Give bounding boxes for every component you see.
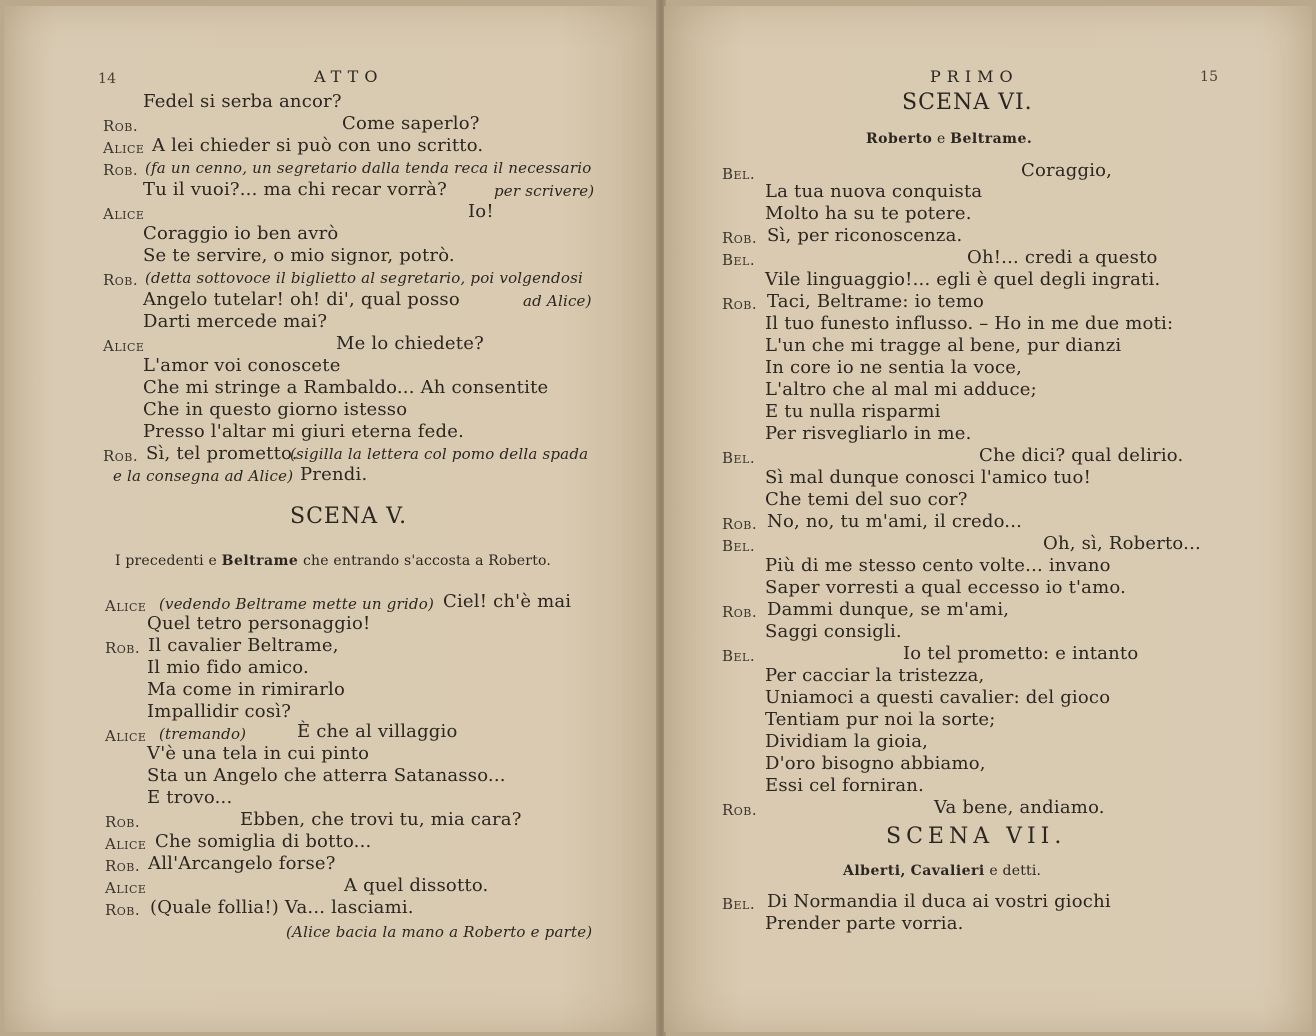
verse-line: Che dici? qual delirio.: [979, 445, 1184, 466]
verse-line: Che somiglia di botto...: [155, 831, 372, 852]
scene-note-sep: ,: [900, 863, 906, 879]
character-name: Cavalieri: [910, 863, 985, 879]
stage-direction: (vedendo Beltrame mette un grido): [159, 595, 434, 613]
verse-line: Ciel! ch'è mai: [443, 591, 572, 612]
verse-line: All'Arcangelo forse?: [148, 853, 336, 874]
scene-note-pre: I precedenti e: [115, 553, 217, 569]
speaker-label: Rob.: [105, 901, 141, 919]
verse-line: Tu il vuoi?... ma chi recar vorrà?: [143, 179, 447, 200]
verse-line: Essi cel forniran.: [765, 775, 925, 796]
verse-line: D'oro bisogno abbiamo,: [765, 753, 986, 774]
character-name: Alberti: [843, 863, 901, 879]
scene-note: [843, 860, 1041, 882]
speaker-label: Bel.: [722, 537, 756, 555]
verse-line: Ebben, che trovi tu, mia cara?: [240, 809, 522, 830]
speaker-label: Alice: [103, 205, 145, 223]
character-name: Beltrame: [221, 553, 299, 569]
speaker-label: Bel.: [722, 165, 756, 183]
verse-line: Dammi dunque, se m'ami,: [767, 599, 1010, 620]
page-number-left: 14: [98, 71, 117, 87]
verse-line: Fedel si serba ancor?: [143, 91, 342, 112]
verse-line: E trovo...: [147, 787, 233, 808]
verse-line: Che in questo giorno istesso: [143, 399, 408, 420]
verse-line: Prender parte vorria.: [765, 913, 964, 934]
scene-heading: SCENA VII.: [886, 824, 1067, 849]
running-head-left: ATTO: [314, 67, 384, 86]
speaker-label: Rob.: [103, 161, 139, 179]
verse-line: Quel tetro personaggio!: [147, 613, 371, 634]
verse-line: Oh!... credi a questo: [967, 247, 1158, 268]
stage-direction: (sigilla la lettera col pomo della spada: [290, 445, 589, 463]
stage-direction: (fa un cenno, un segretario dalla tenda reca il necessario: [145, 159, 592, 177]
verse-line: Saggi consigli.: [765, 621, 902, 642]
scene-note-post: che entrando s'accosta a Roberto.: [302, 553, 552, 569]
verse-line: Che temi del suo cor?: [765, 489, 968, 510]
scene-note-post: e detti.: [989, 863, 1042, 879]
verse-line: Io tel prometto: e intanto: [903, 643, 1139, 664]
verse-line: È che al villaggio: [297, 721, 458, 742]
stage-direction: ad Alice): [523, 292, 592, 310]
verse-line: L'altro che al mal mi adduce;: [765, 379, 1037, 400]
stage-direction: (detta sottovoce il biglietto al segretario, poi volgendosi: [145, 269, 583, 287]
speaker-label: Alice: [103, 337, 145, 355]
speaker-label: Rob.: [103, 117, 139, 135]
verse-line: Me lo chiedete?: [336, 333, 484, 354]
verse-line: Prendi.: [300, 464, 368, 485]
scene-note-conj: e: [937, 131, 946, 147]
verse-line: L'amor voi conoscete: [143, 355, 341, 376]
speaker-label: Bel.: [722, 449, 756, 467]
verse-line: Il cavalier Beltrame,: [148, 635, 339, 656]
running-head-right: PRIMO: [930, 67, 1019, 86]
verse-line: A quel dissotto.: [344, 875, 489, 896]
speaker-label: Rob.: [105, 857, 141, 875]
verse-line: Di Normandia il duca ai vostri giochi: [767, 891, 1111, 912]
verse-line: Sì, per riconoscenza.: [767, 225, 963, 246]
speaker-label: Bel.: [722, 251, 756, 269]
verse-line: Come saperlo?: [342, 113, 480, 134]
speaker-label: Alice: [105, 835, 147, 853]
verse-line: Angelo tutelar! oh! di', qual posso: [143, 289, 460, 310]
speaker-label: Rob.: [105, 813, 141, 831]
scene-note: [115, 550, 551, 572]
verse-line: Il tuo funesto influsso. – Ho in me due moti:: [765, 313, 1174, 334]
stage-direction: e la consegna ad Alice): [113, 467, 294, 485]
verse-line: (Quale follia!) Va... lasciami.: [150, 897, 414, 918]
verse-line: Coraggio io ben avrò: [143, 223, 339, 244]
verse-line: Coraggio,: [1021, 160, 1113, 181]
verse-line: Saper vorresti a qual eccesso io t'amo.: [765, 577, 1126, 598]
verse-line: Oh, sì, Roberto...: [1043, 533, 1201, 554]
verse-line: Sì, tel prometto.: [146, 443, 298, 464]
verse-line: Molto ha su te potere.: [765, 203, 972, 224]
verse-line: La tua nuova conquista: [765, 181, 983, 202]
scene-heading: SCENA VI.: [902, 90, 1033, 115]
speaker-label: Rob.: [722, 515, 758, 533]
verse-line: Vile linguaggio!... egli è quel degli ingrati.: [765, 269, 1161, 290]
speaker-label: Alice: [105, 879, 147, 897]
verse-line: In core io ne sentia la voce,: [765, 357, 1023, 378]
verse-line: Ma come in rimirarlo: [147, 679, 346, 700]
character-name: Beltrame.: [950, 131, 1033, 147]
speaker-label: Rob.: [722, 229, 758, 247]
stage-direction: (Alice bacia la mano a Roberto e parte): [286, 923, 593, 941]
verse-line: Impallidir così?: [147, 701, 292, 722]
verse-line: Per risvegliarlo in me.: [765, 423, 972, 444]
verse-line: Tentiam pur noi la sorte;: [765, 709, 996, 730]
speaker-label: Alice: [103, 139, 145, 157]
speaker-label: Alice: [105, 727, 147, 745]
verse-line: Presso l'altar mi giuri eterna fede.: [143, 421, 464, 442]
verse-line: Va bene, andiamo.: [934, 797, 1105, 818]
verse-line: A lei chieder si può con uno scritto.: [152, 135, 484, 156]
verse-line: Io!: [468, 201, 494, 222]
speaker-label: Rob.: [722, 603, 758, 621]
scene-heading: SCENA V.: [290, 504, 408, 529]
verse-line: Che mi stringe a Rambaldo... Ah consentite: [143, 377, 549, 398]
verse-line: Il mio fido amico.: [147, 657, 309, 678]
verse-line: L'un che mi tragge al bene, pur dianzi: [765, 335, 1122, 356]
verse-line: Per cacciar la tristezza,: [765, 665, 985, 686]
verse-line: Più di me stesso cento volte... invano: [765, 555, 1111, 576]
verse-line: Uniamoci a questi cavalier: del gioco: [765, 687, 1111, 708]
verse-line: E tu nulla risparmi: [765, 401, 941, 422]
speaker-label: Rob.: [722, 801, 758, 819]
speaker-label: Bel.: [722, 895, 756, 913]
verse-line: No, no, tu m'ami, il credo...: [767, 511, 1023, 532]
verse-line: Darti mercede mai?: [143, 311, 328, 332]
verse-line: V'è una tela in cui pinto: [147, 743, 370, 764]
speaker-label: Bel.: [722, 647, 756, 665]
verse-line: Sì mal dunque conosci l'amico tuo!: [765, 467, 1092, 488]
verse-line: Taci, Beltrame: io temo: [767, 291, 985, 312]
speaker-label: Rob.: [722, 295, 758, 313]
speaker-label: Rob.: [105, 639, 141, 657]
verse-line: Sta un Angelo che atterra Satanasso...: [147, 765, 506, 786]
speaker-label: Alice: [105, 597, 147, 615]
speaker-label: Rob.: [103, 447, 139, 465]
page-number-right: 15: [1200, 69, 1219, 85]
stage-direction: per scrivere): [494, 182, 595, 200]
stage-direction: (tremando): [159, 725, 247, 743]
character-name: Roberto: [866, 131, 933, 147]
scene-note: [866, 128, 1032, 150]
verse-line: Dividiam la gioia,: [765, 731, 929, 752]
speaker-label: Rob.: [103, 271, 139, 289]
verse-line: Se te servire, o mio signor, potrò.: [143, 245, 455, 266]
